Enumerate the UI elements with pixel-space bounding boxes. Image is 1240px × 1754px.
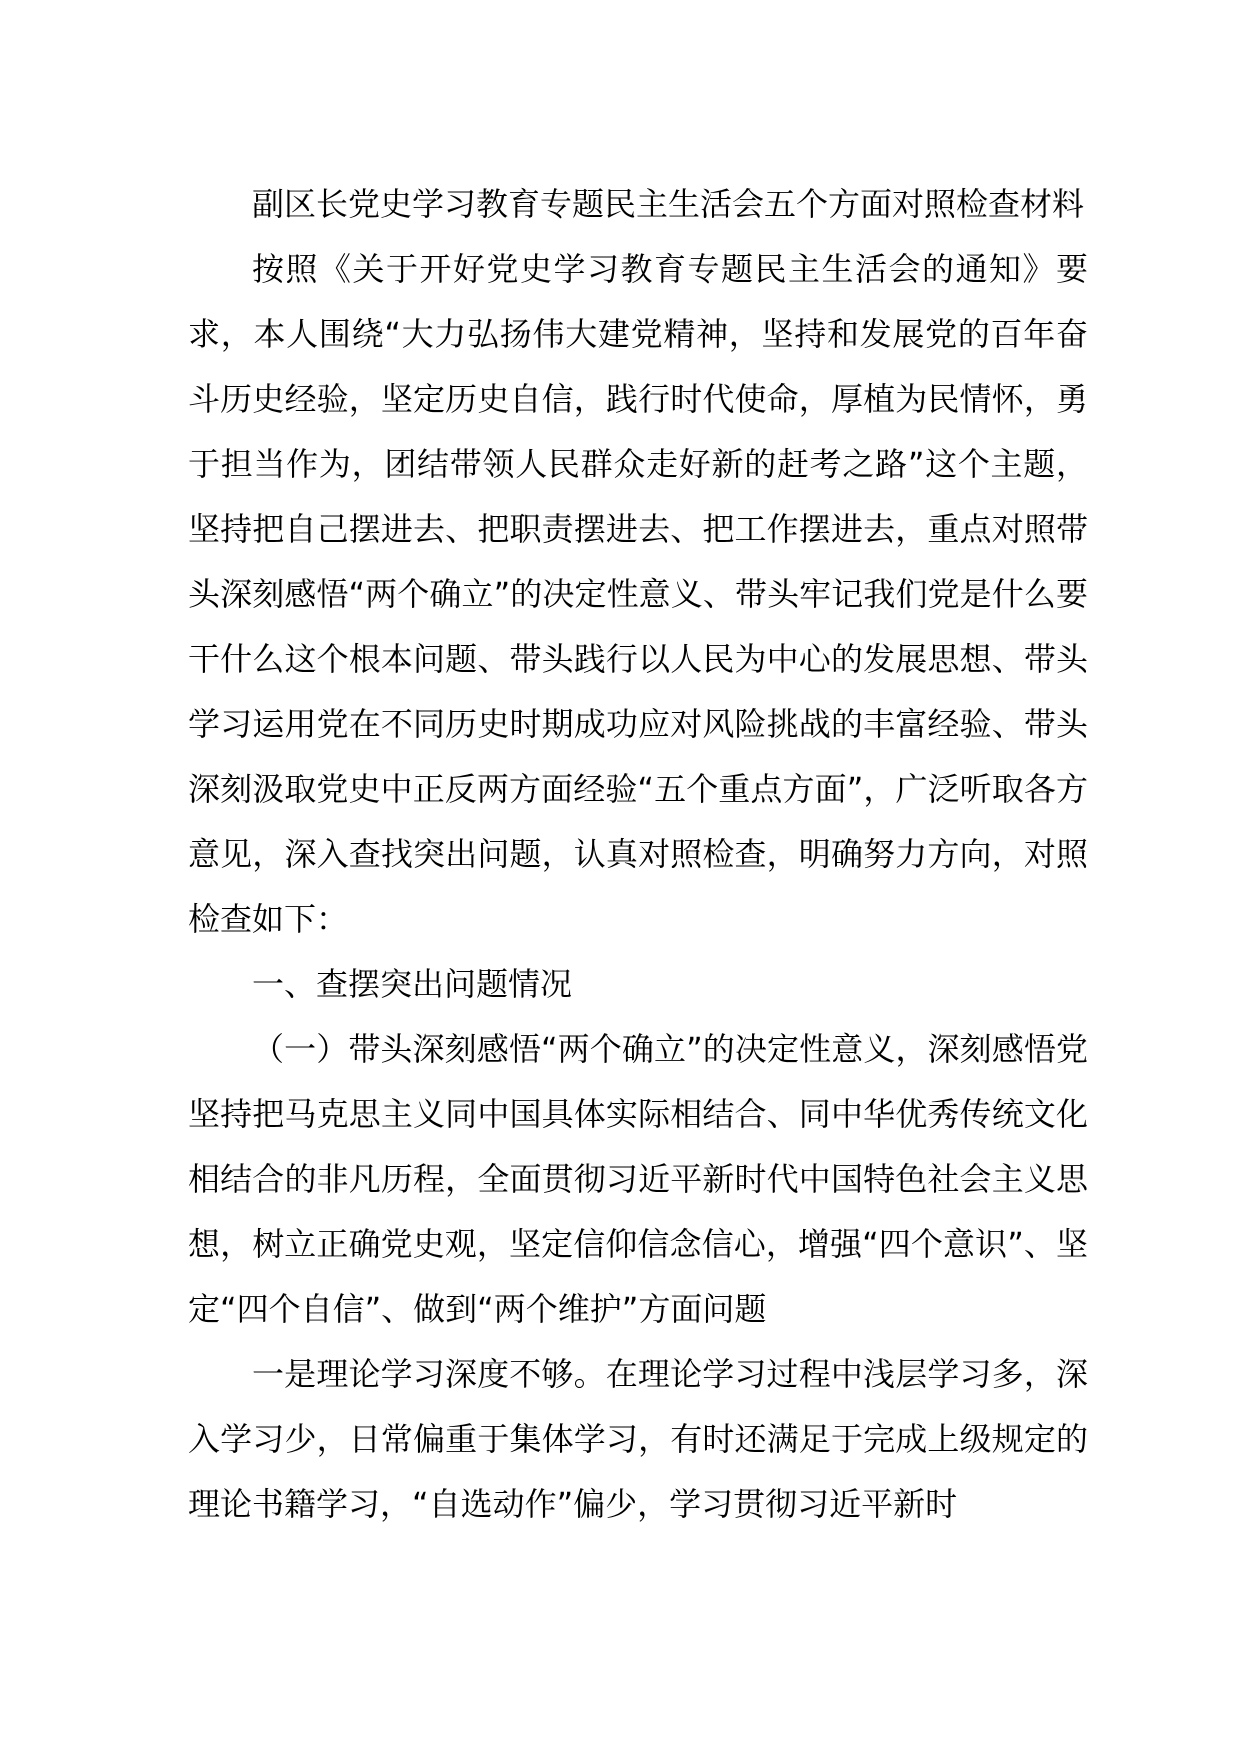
subsection-heading: （一）带头深刻感悟“两个确立”的决定性意义，深刻感悟党坚持把马克思主义同中国具体实际相结合、同中华优秀传统文化相结合的非凡历程，全面贯彻习近平新时代中国特色社会主义思想，树立正确党史观，坚定信仰信念信心，增强“四个意识”、坚定“四个自信”、做到“两个维护”方面问题 — [188, 1030, 1088, 1328]
section-heading: 一、查摆突出问题情况 — [252, 965, 573, 1003]
body-paragraph: 一是理论学习深度不够。在理论学习过程中浅层学习多，深入学习少，日常偏重于集体学习，有时还满足于完成上级规定的理论书籍学习，“自选动作”偏少，学习贯彻习近平新时 — [188, 1355, 1088, 1523]
intro-paragraph: 按照《关于开好党史学习教育专题民主生活会的通知》要求，本人围绕“大力弘扬伟大建党精神，坚持和发展党的百年奋斗历史经验，坚定历史自信，践行时代使命，厚植为民情怀，勇于担当作为，团结带领人民群众走好新的赶考之路”这个主题，坚持把自己摆进去、把职责摆进去、把工作摆进去，重点对照带头深刻感悟“两个确立”的决定性意义、带头牢记我们党是什么要干什么这个根本问题、带头践行以人民为中心的发展思想、带头学习运用党在不同历史时期成功应对风险挑战的丰富经验、带头深刻汲取党史中正反两方面经验“五个重点方面”，广泛听取各方意见，深入查找突出问题，认真对照检查，明确努力方向，对照检查如下： — [188, 250, 1088, 938]
document-title: 副区长党史学习教育专题民主生活会五个方面对照检查材料 — [252, 185, 1085, 223]
document-body — [188, 172, 1088, 1537]
